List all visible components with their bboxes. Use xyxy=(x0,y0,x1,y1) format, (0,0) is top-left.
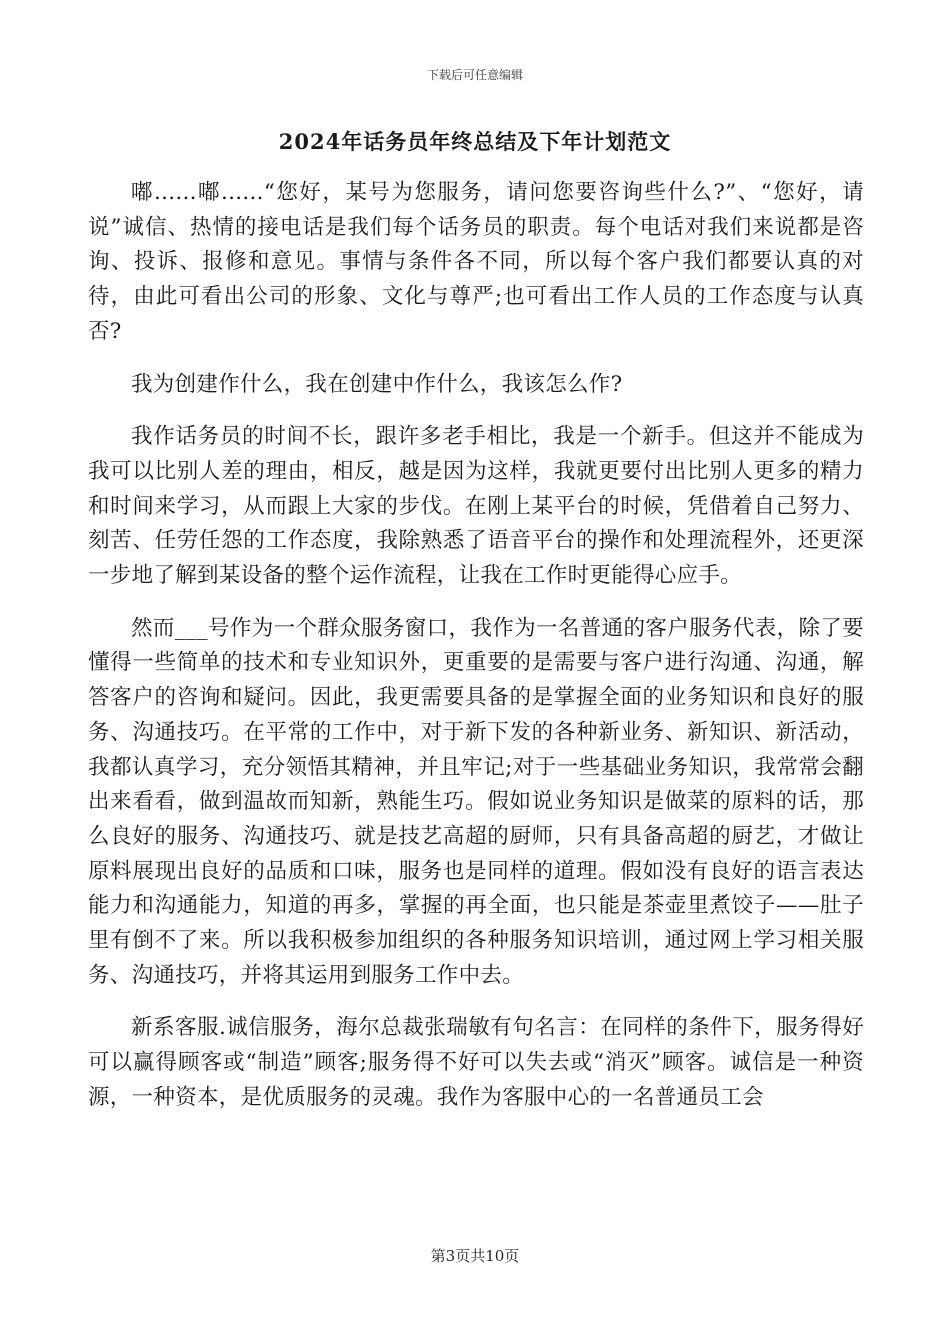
paragraph-3: 我作话务员的时间不长，跟许多老手相比，我是一个新手。但这并不能成为我可以比别人差的理由，相反，越是因为这样，我就更要付出比别人更多的精力和时间来学习，从而跟上大家的步伐。在刚上某平台的时候，凭借着自己努力、刻苦、任劳任怨的工作态度，我除熟悉了语音平台的操作和处理流程外，还更深一步地了解到某设备的整个运作流程，让我在工作时更能得心应手。 xyxy=(88,424,864,589)
page-header-note: 下载后可任意编辑 xyxy=(426,68,523,82)
document-body xyxy=(88,176,864,1134)
paragraph-1: 嘟......嘟......“您好，某号为您服务，请问您要咨询些什么?”、“您好，请说”诚信、热情的接电话是我们每个话务员的职责。每个电话对我们来说都是咨询、投诉、报修和意见。事情与条件各不同，所以每个客户我们都要认真的对待，由此可看出公司的形象、文化与尊严;也可看出工作人员的工作态度与认真否? xyxy=(88,180,864,344)
document-title: 2024年话务员年终总结及下年计划范文 xyxy=(278,129,672,154)
page-number: 第3页共10页 xyxy=(430,1247,520,1265)
paragraph-5: 新系客服.诚信服务，海尔总裁张瑞敏有句名言：在同样的条件下，服务得好可以赢得顾客或“制造”顾客;服务得不好可以失去或“消灭”顾客。诚信是一种资源，一种资本，是优质服务的灵魂。我作为客服中心的一名普通员工会 xyxy=(88,1015,864,1110)
paragraph-2: 我为创建作什么，我在创建中作什么，我该怎么作? xyxy=(131,371,623,397)
paragraph-4: 然而___号作为一个群众服务窗口，我作为一名普通的客户服务代表，除了要懂得一些简单的技术和专业知识外，更重要的是需要与客户进行沟通、沟通，解答客户的咨询和疑问。因此，我更需要具备的是掌握全面的业务知识和良好的服务、沟通技巧。在平常的工作中，对于新下发的各种新业务、新知识、新活动，我都认真学习，充分领悟其精神，并且牢记;对于一些基础业务知识，我常常会翻出来看看，做到温故而知新，熟能生巧。假如说业务知识是做菜的原料的话，那么良好的服务、沟通技巧、就是技艺高超的厨师，只有具备高超的厨艺，才做让原料展现出良好的品质和口味，服务也是同样的道理。假如没有良好的语言表达能力和沟通能力，知道的再多，掌握的再全面，也只能是茶壶里煮饺子——肚子里有倒不了来。所以我积极参加组织的各种服务知识培训，通过网上学习相关服务、沟通技巧，并将其运用到服务工作中去。 xyxy=(88,615,864,988)
